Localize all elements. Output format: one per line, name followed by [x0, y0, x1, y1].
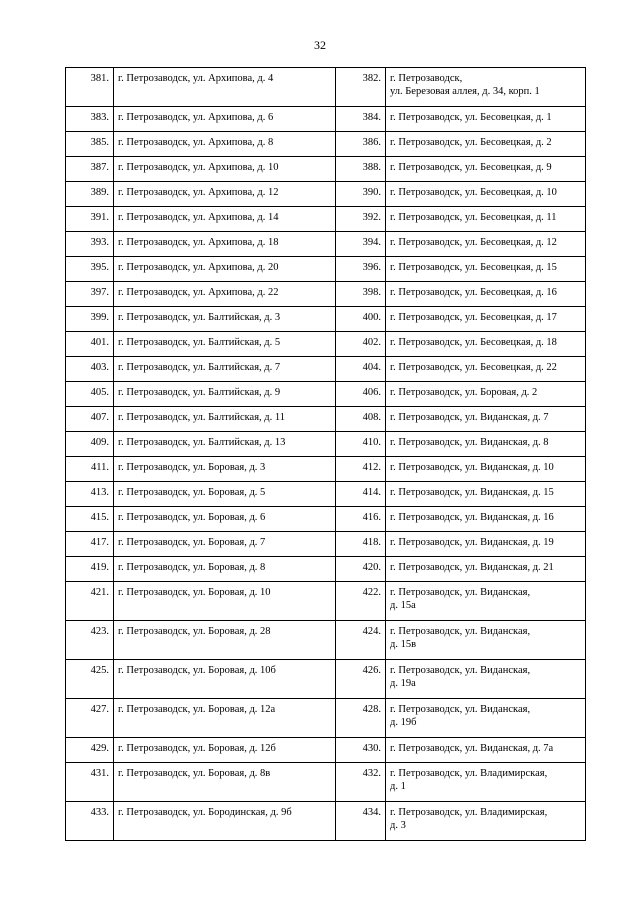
row-number-left: 425.: [66, 660, 114, 699]
table-row: [66, 132, 586, 157]
row-number-right: 410.: [336, 432, 386, 457]
address-table: [65, 67, 586, 841]
address-left: г. Петрозаводск, ул. Архипова, д. 18: [114, 232, 336, 257]
row-number-right: 400.: [336, 307, 386, 332]
row-number-left: 429.: [66, 738, 114, 763]
address-left: г. Петрозаводск, ул. Боровая, д. 12б: [114, 738, 336, 763]
row-number-right: 416.: [336, 507, 386, 532]
table-row: [66, 621, 586, 660]
row-number-right: 424.: [336, 621, 386, 660]
address-left: г. Петрозаводск, ул. Боровая, д. 5: [114, 482, 336, 507]
row-number-right: 428.: [336, 699, 386, 738]
address-right: г. Петрозаводск, ул. Виданская, д. 10: [386, 457, 586, 482]
row-number-left: 417.: [66, 532, 114, 557]
row-number-right: 384.: [336, 107, 386, 132]
address-left: г. Петрозаводск, ул. Архипова, д. 8: [114, 132, 336, 157]
table-row: [66, 257, 586, 282]
row-number-left: 403.: [66, 357, 114, 382]
row-number-right: 404.: [336, 357, 386, 382]
address-right: г. Петрозаводск, ул. Бесовецкая, д. 17: [386, 307, 586, 332]
table-row: [66, 182, 586, 207]
address-right: г. Петрозаводск, ул. Виданская, д. 21: [386, 557, 586, 582]
table-row: [66, 207, 586, 232]
address-left: г. Петрозаводск, ул. Балтийская, д. 9: [114, 382, 336, 407]
address-right: г. Петрозаводск, ул. Бесовецкая, д. 18: [386, 332, 586, 357]
row-number-left: 433.: [66, 802, 114, 841]
address-right: г. Петрозаводск, ул. Виданская, д. 15: [386, 482, 586, 507]
table-row: [66, 557, 586, 582]
row-number-left: 385.: [66, 132, 114, 157]
address-left: г. Петрозаводск, ул. Архипова, д. 4: [114, 68, 336, 107]
table-row: [66, 699, 586, 738]
table-row: [66, 660, 586, 699]
address-right: г. Петрозаводск, ул. Бесовецкая, д. 1: [386, 107, 586, 132]
row-number-right: 406.: [336, 382, 386, 407]
row-number-left: 397.: [66, 282, 114, 307]
address-left: г. Петрозаводск, ул. Боровая, д. 7: [114, 532, 336, 557]
row-number-left: 421.: [66, 582, 114, 621]
address-right: г. Петрозаводск, ул. Бесовецкая, д. 2: [386, 132, 586, 157]
address-right: г. Петрозаводск, ул. Виданская, д. 19: [386, 532, 586, 557]
page-number: 32: [314, 38, 326, 52]
table-row: [66, 738, 586, 763]
row-number-left: 411.: [66, 457, 114, 482]
address-left: г. Петрозаводск, ул. Балтийская, д. 7: [114, 357, 336, 382]
row-number-left: 399.: [66, 307, 114, 332]
row-number-right: 432.: [336, 763, 386, 802]
address-left: г. Петрозаводск, ул. Боровая, д. 12а: [114, 699, 336, 738]
table-row: [66, 432, 586, 457]
address-left: г. Петрозаводск, ул. Балтийская, д. 5: [114, 332, 336, 357]
table-row: [66, 232, 586, 257]
row-number-left: 387.: [66, 157, 114, 182]
row-number-left: 401.: [66, 332, 114, 357]
row-number-left: 405.: [66, 382, 114, 407]
address-right: г. Петрозаводск, ул. Бесовецкая, д. 12: [386, 232, 586, 257]
table-row: [66, 802, 586, 841]
row-number-left: 391.: [66, 207, 114, 232]
address-left: г. Петрозаводск, ул. Архипова, д. 6: [114, 107, 336, 132]
address-left: г. Петрозаводск, ул. Боровая, д. 3: [114, 457, 336, 482]
row-number-left: 413.: [66, 482, 114, 507]
row-number-right: 388.: [336, 157, 386, 182]
address-right: г. Петрозаводск, ул. Виданская, д. 7: [386, 407, 586, 432]
row-number-right: 420.: [336, 557, 386, 582]
row-number-right: 434.: [336, 802, 386, 841]
address-left: г. Петрозаводск, ул. Архипова, д. 10: [114, 157, 336, 182]
table-row: [66, 457, 586, 482]
row-number-right: 430.: [336, 738, 386, 763]
row-number-left: 427.: [66, 699, 114, 738]
address-right: г. Петрозаводск, ул. Боровая, д. 2: [386, 382, 586, 407]
row-number-right: 382.: [336, 68, 386, 107]
address-left: г. Петрозаводск, ул. Архипова, д. 14: [114, 207, 336, 232]
table-row: [66, 407, 586, 432]
table-row: [66, 157, 586, 182]
table-row: [66, 507, 586, 532]
row-number-right: 414.: [336, 482, 386, 507]
row-number-left: 423.: [66, 621, 114, 660]
address-left: г. Петрозаводск, ул. Балтийская, д. 11: [114, 407, 336, 432]
address-right: г. Петрозаводск, ул. Виданская, д. 8: [386, 432, 586, 457]
row-number-right: 386.: [336, 132, 386, 157]
row-number-right: 390.: [336, 182, 386, 207]
address-right: г. Петрозаводск, ул. Виданская, д. 19б: [386, 699, 586, 738]
address-left: г. Петрозаводск, ул. Архипова, д. 22: [114, 282, 336, 307]
address-right: г. Петрозаводск, ул. Бесовецкая, д. 9: [386, 157, 586, 182]
address-left: г. Петрозаводск, ул. Балтийская, д. 3: [114, 307, 336, 332]
address-right: г. Петрозаводск, ул. Виданская, д. 16: [386, 507, 586, 532]
table-row: [66, 357, 586, 382]
address-right: г. Петрозаводск, ул. Виданская, д. 15в: [386, 621, 586, 660]
address-right: г. Петрозаводск, ул. Виданская, д. 19а: [386, 660, 586, 699]
row-number-left: 395.: [66, 257, 114, 282]
row-number-right: 422.: [336, 582, 386, 621]
address-right: г. Петрозаводск, ул. Виданская, д. 7а: [386, 738, 586, 763]
address-right: г. Петрозаводск, ул. Владимирская, д. 3: [386, 802, 586, 841]
row-number-right: 412.: [336, 457, 386, 482]
table-row: [66, 482, 586, 507]
row-number-left: 393.: [66, 232, 114, 257]
row-number-right: 394.: [336, 232, 386, 257]
address-left: г. Петрозаводск, ул. Боровая, д. 8в: [114, 763, 336, 802]
address-left: г. Петрозаводск, ул. Архипова, д. 12: [114, 182, 336, 207]
row-number-left: 383.: [66, 107, 114, 132]
row-number-left: 415.: [66, 507, 114, 532]
row-number-right: 396.: [336, 257, 386, 282]
address-right: г. Петрозаводск, ул. Бесовецкая, д. 16: [386, 282, 586, 307]
row-number-left: 409.: [66, 432, 114, 457]
address-right: г. Петрозаводск, ул. Бесовецкая, д. 15: [386, 257, 586, 282]
row-number-left: 419.: [66, 557, 114, 582]
row-number-right: 402.: [336, 332, 386, 357]
address-left: г. Петрозаводск, ул. Архипова, д. 20: [114, 257, 336, 282]
row-number-right: 408.: [336, 407, 386, 432]
table-row: [66, 582, 586, 621]
row-number-left: 389.: [66, 182, 114, 207]
address-right: г. Петрозаводск, ул. Бесовецкая, д. 22: [386, 357, 586, 382]
address-table-body: [66, 68, 586, 841]
row-number-right: 426.: [336, 660, 386, 699]
table-row: [66, 282, 586, 307]
address-left: г. Петрозаводск, ул. Боровая, д. 10б: [114, 660, 336, 699]
table-row: [66, 107, 586, 132]
table-row: [66, 382, 586, 407]
address-left: г. Петрозаводск, ул. Балтийская, д. 13: [114, 432, 336, 457]
address-left: г. Петрозаводск, ул. Боровая, д. 28: [114, 621, 336, 660]
address-right: г. Петрозаводск, ул. Березовая аллея, д. 34, корп. 1: [386, 68, 586, 107]
table-row: [66, 532, 586, 557]
row-number-left: 381.: [66, 68, 114, 107]
row-number-left: 431.: [66, 763, 114, 802]
row-number-left: 407.: [66, 407, 114, 432]
address-left: г. Петрозаводск, ул. Боровая, д. 6: [114, 507, 336, 532]
table-row: [66, 332, 586, 357]
address-right: г. Петрозаводск, ул. Владимирская, д. 1: [386, 763, 586, 802]
row-number-right: 398.: [336, 282, 386, 307]
address-right: г. Петрозаводск, ул. Бесовецкая, д. 10: [386, 182, 586, 207]
table-row: [66, 68, 586, 107]
address-left: г. Петрозаводск, ул. Боровая, д. 8: [114, 557, 336, 582]
table-row: [66, 763, 586, 802]
address-left: г. Петрозаводск, ул. Боровая, д. 10: [114, 582, 336, 621]
address-right: г. Петрозаводск, ул. Виданская, д. 15а: [386, 582, 586, 621]
address-right: г. Петрозаводск, ул. Бесовецкая, д. 11: [386, 207, 586, 232]
row-number-right: 418.: [336, 532, 386, 557]
row-number-right: 392.: [336, 207, 386, 232]
table-row: [66, 307, 586, 332]
address-left: г. Петрозаводск, ул. Бородинская, д. 9б: [114, 802, 336, 841]
